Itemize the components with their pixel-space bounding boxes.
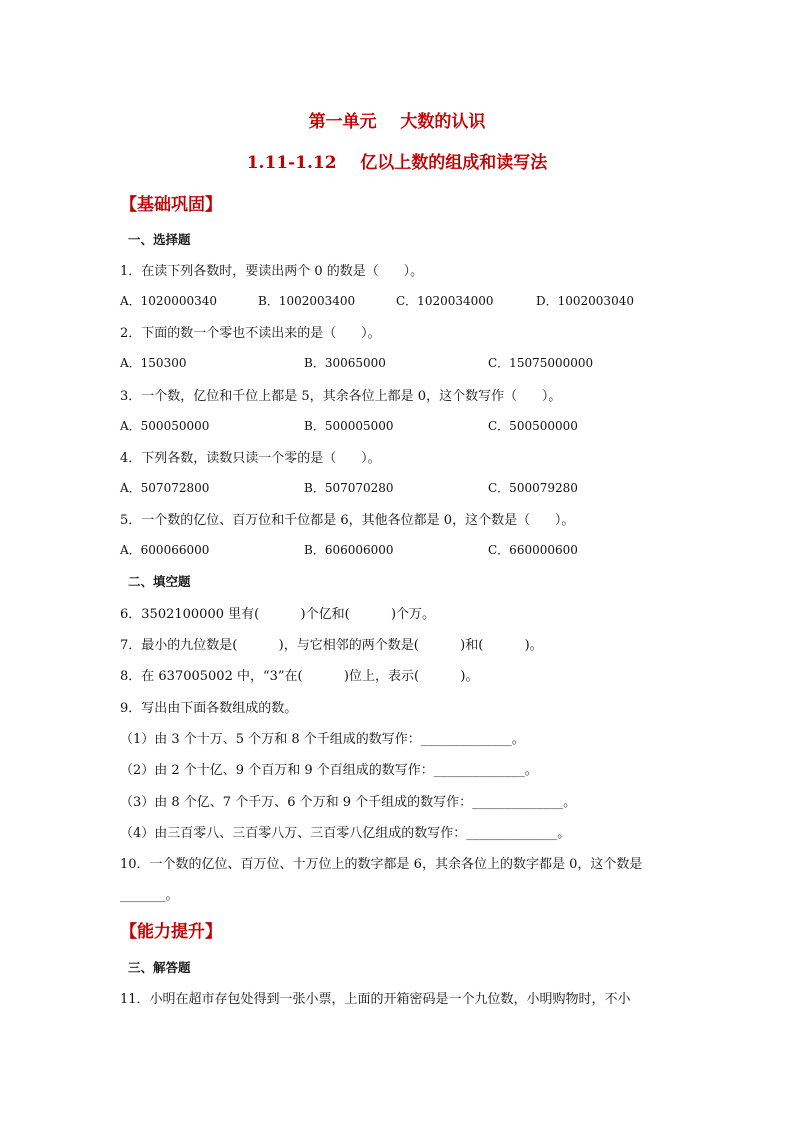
question-8: 8．在 637005002 中，“3”在( )位上，表示( )。 bbox=[120, 669, 479, 684]
question-9-item-2: （2）由 2 个十亿、9 个百万和 9 个百组成的数写作：______________。 bbox=[120, 763, 538, 778]
question-10-blank: _______。 bbox=[120, 888, 179, 903]
part-fill-heading: 二、填空题 bbox=[128, 574, 191, 589]
question-9-item-3: （3）由 8 个亿、7 个千万、6 个万和 9 个千组成的数写作：______________。 bbox=[120, 795, 577, 810]
q4-option-c: C．500079280 bbox=[488, 481, 578, 495]
page-title: 第一单元 大数的认识 bbox=[308, 112, 486, 132]
q5-option-a: A．600066000 bbox=[120, 543, 210, 557]
question-6: 6．3502100000 里有( )个亿和( )个万。 bbox=[120, 607, 436, 622]
question-10: 10．一个数的亿位、百万位、十万位上的数字都是 6，其余各位上的数字都是 0，这个数是 bbox=[120, 857, 643, 872]
q3-option-b: B．500005000 bbox=[304, 419, 394, 433]
q4-option-b: B．507070280 bbox=[304, 481, 394, 495]
q2-option-b: B．30065000 bbox=[304, 356, 386, 370]
q4-option-a: A．507072800 bbox=[120, 481, 210, 495]
section-advanced-heading: 【能力提升】 bbox=[120, 922, 222, 942]
question-1: 1．在读下列各数时，要读出两个 0 的数是（ ）。 bbox=[120, 264, 424, 279]
question-9: 9．写出由下面各数组成的数。 bbox=[120, 701, 298, 716]
q1-option-d: D．1002003040 bbox=[536, 294, 634, 308]
page-subtitle: 1.11-1.12 亿以上数的组成和读写法 bbox=[246, 153, 548, 173]
q2-option-a: A．150300 bbox=[120, 356, 187, 370]
question-5: 5．一个数的亿位、百万位和千位都是 6，其他各位都是 0，这个数是（ ）。 bbox=[120, 513, 575, 528]
q5-option-c: C．660000600 bbox=[488, 543, 578, 557]
q3-option-c: C．500500000 bbox=[488, 419, 578, 433]
q1-option-c: C．1020034000 bbox=[396, 294, 494, 308]
question-9-item-4: （4）由三百零八、三百零八万、三百零八亿组成的数写作：______________。 bbox=[120, 826, 571, 841]
section-basic-heading: 【基础巩固】 bbox=[120, 195, 222, 215]
question-3: 3．一个数，亿位和千位上都是 5，其余各位上都是 0，这个数写作（ ）。 bbox=[120, 389, 562, 404]
part-choice-heading: 一、选择题 bbox=[128, 232, 191, 247]
q3-option-a: A．500050000 bbox=[120, 419, 210, 433]
question-9-item-1: （1）由 3 个十万、5 个万和 8 个千组成的数写作：______________。 bbox=[120, 732, 525, 747]
q1-option-b: B．1002003400 bbox=[258, 294, 356, 308]
part-answer-heading: 三、解答题 bbox=[128, 960, 191, 975]
question-11: 11．小明在超市存包处得到一张小票，上面的开箱密码是一个九位数，小明购物时，不小 bbox=[120, 992, 631, 1007]
q1-option-a: A．1020000340 bbox=[120, 294, 218, 308]
q2-option-c: C．15075000000 bbox=[488, 356, 594, 370]
q5-option-b: B．606006000 bbox=[304, 543, 394, 557]
question-2: 2．下面的数一个零也不读出来的是（ ）。 bbox=[120, 326, 381, 341]
question-7: 7．最小的九位数是( )，与它相邻的两个数是( )和( )。 bbox=[120, 638, 543, 653]
question-4: 4．下列各数，读数只读一个零的是（ ）。 bbox=[120, 451, 381, 466]
